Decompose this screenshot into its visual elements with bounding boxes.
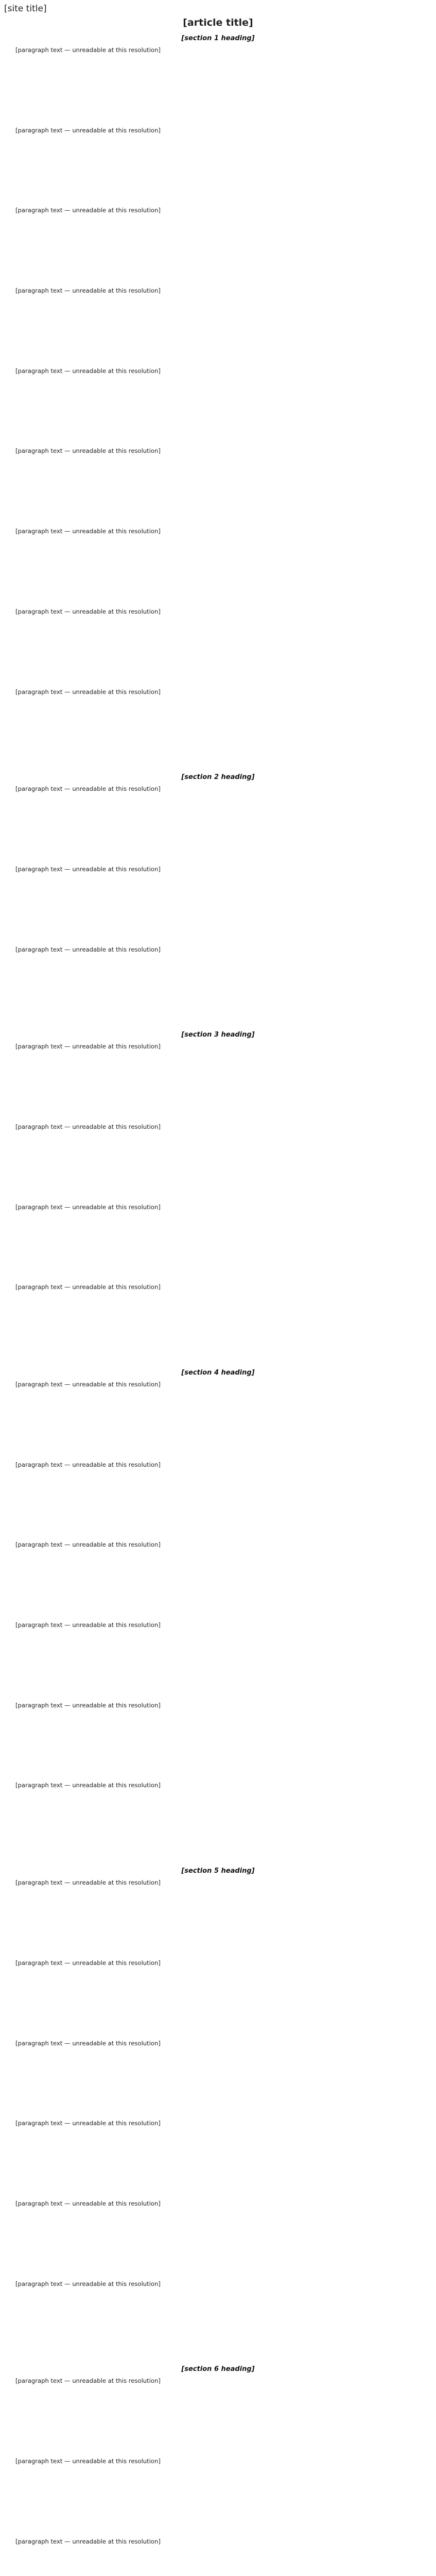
paragraph: [paragraph text — unreadable at this resolution]: [15, 688, 161, 696]
paragraph: [paragraph text — unreadable at this resolution]: [15, 1203, 161, 1211]
paragraph: [paragraph text — unreadable at this resolution]: [15, 126, 161, 134]
paragraph: [paragraph text — unreadable at this resolution]: [15, 287, 161, 295]
paragraph: [paragraph text — unreadable at this resolution]: [15, 1043, 161, 1050]
article-section: [3, 2365, 433, 2576]
paragraph: [paragraph text — unreadable at this resolution]: [15, 46, 161, 54]
section-heading: [section 2 heading]: [181, 773, 255, 782]
paragraph: [paragraph text — unreadable at this resolution]: [15, 2120, 161, 2127]
paragraph: [paragraph text — unreadable at this resolution]: [15, 1283, 161, 1291]
paragraph: [paragraph text — unreadable at this resolution]: [15, 865, 161, 873]
section-heading: [section 6 heading]: [181, 2365, 255, 2374]
paragraph: [paragraph text — unreadable at this resolution]: [15, 1621, 161, 1629]
paragraph: [paragraph text — unreadable at this resolution]: [15, 447, 161, 455]
paragraph: [paragraph text — unreadable at this resolution]: [15, 607, 161, 615]
paragraph: [paragraph text — unreadable at this resolution]: [15, 1782, 161, 1789]
paragraph: [paragraph text — unreadable at this resolution]: [15, 785, 161, 793]
paragraph: [paragraph text — unreadable at this resolution]: [15, 2039, 161, 2047]
section-heading: [section 1 heading]: [181, 35, 255, 42]
article-body: [3, 34, 433, 2576]
paragraph: [paragraph text — unreadable at this resolution]: [15, 528, 161, 535]
section-heading: [section 3 heading]: [181, 1031, 255, 1039]
paragraph: [paragraph text — unreadable at this resolution]: [15, 1879, 161, 1887]
paragraph: [paragraph text — unreadable at this resolution]: [15, 1701, 161, 1709]
paragraph: [paragraph text — unreadable at this resolution]: [15, 1461, 161, 1468]
paragraph: [paragraph text — unreadable at this resolution]: [15, 1123, 161, 1130]
paragraph: [paragraph text — unreadable at this resolution]: [15, 207, 161, 214]
paragraph: [paragraph text — unreadable at this resolution]: [15, 2199, 161, 2207]
paragraph: [paragraph text — unreadable at this resolution]: [15, 2537, 161, 2545]
paragraph: [paragraph text — unreadable at this resolution]: [15, 1541, 161, 1549]
section-heading: [section 5 heading]: [181, 1867, 255, 1875]
article-section: [3, 1030, 433, 1363]
paragraph: [paragraph text — unreadable at this resolution]: [15, 2377, 161, 2385]
paragraph: [paragraph text — unreadable at this resolution]: [15, 1959, 161, 1967]
article-section: [3, 1867, 433, 2360]
paragraph: [paragraph text — unreadable at this resolution]: [15, 1381, 161, 1388]
paragraph: [paragraph text — unreadable at this resolution]: [15, 2457, 161, 2465]
article-section: [3, 773, 433, 1025]
paragraph: [paragraph text — unreadable at this resolution]: [15, 2280, 161, 2287]
paragraph: [paragraph text — unreadable at this resolution]: [15, 945, 161, 953]
article-section: [3, 1368, 433, 1861]
section-heading: [section 4 heading]: [181, 1369, 255, 1377]
article-title: [article title]: [183, 17, 253, 28]
site-title: [site title]: [4, 4, 47, 14]
article-section: [3, 34, 433, 768]
paragraph: [paragraph text — unreadable at this resolution]: [15, 367, 161, 375]
